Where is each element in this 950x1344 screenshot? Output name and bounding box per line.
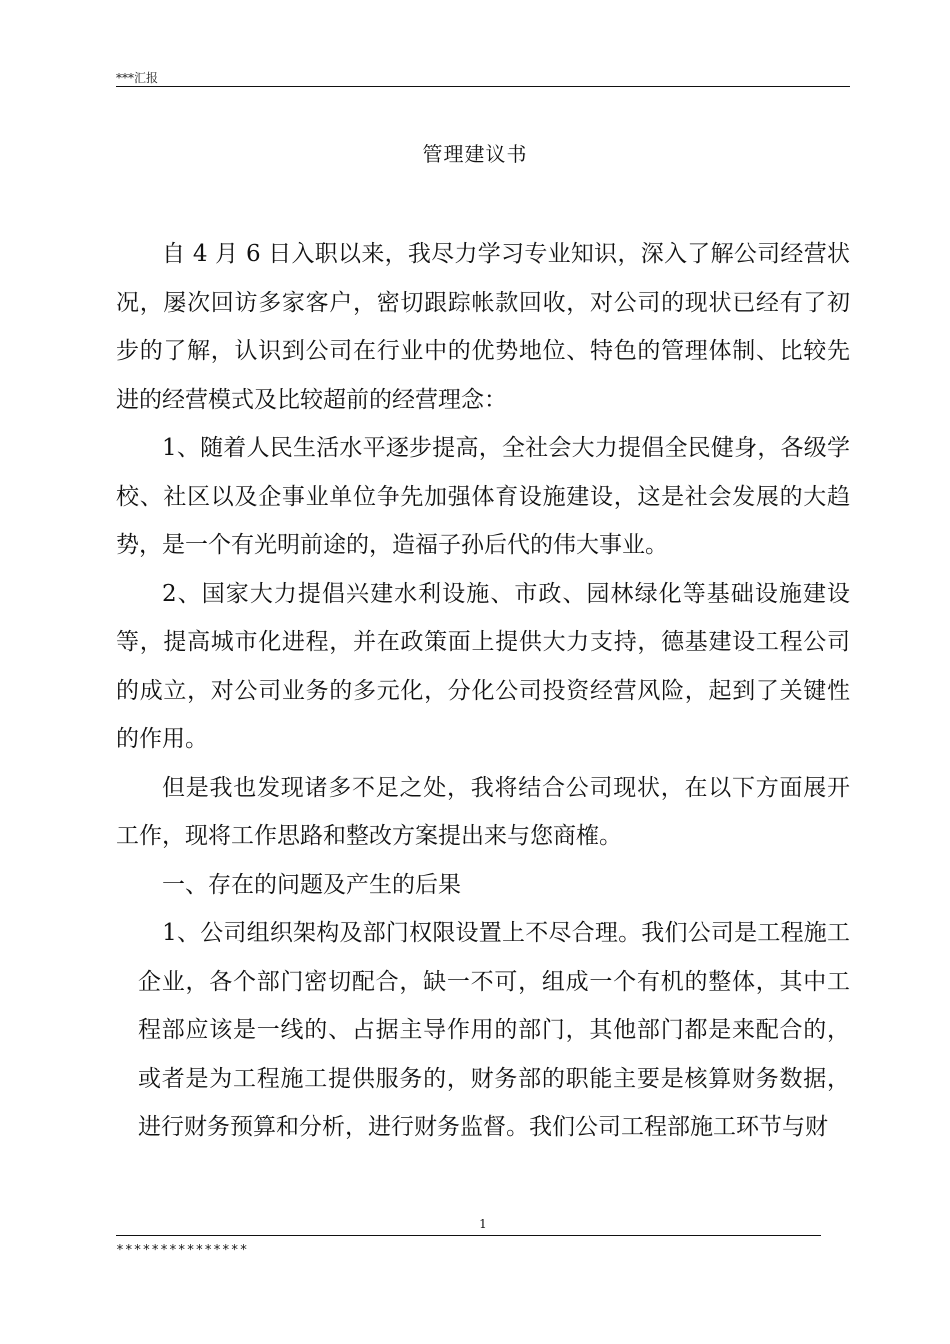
document-body [116,230,850,1152]
paragraph-intro: 自 4 月 6 日入职以来，我尽力学习专业知识，深入了解公司经营状况，屡次回访多家客户，密切跟踪帐款回收，对公司的现状已经有了初步的了解，认识到公司在行业中的优势地位、特色的管理体制、比较先进的经营模式及比较超前的经营理念： [116,241,850,413]
header-divider [116,86,850,87]
page-number: 1 [479,1217,487,1231]
paragraph-transition: 但是我也发现诸多不足之处，我将结合公司现状，在以下方面展开工作，现将工作思路和整改方案提出来与您商榷。 [116,774,850,849]
paragraph-point-2: 2、国家大力提倡兴建水利设施、市政、园林绿化等基础设施建设等，提高城市化进程，并在政策面上提供大力支持，德基建设工程公司的成立，对公司业务的多元化，分化公司投资经营风险，起到了关键性的作用。 [116,580,850,752]
document-title: 管理建议书 [422,142,528,166]
header-text: ***汇报 [116,71,159,85]
section-heading-problems: 一、存在的问题及产生的后果 [162,871,461,898]
paragraph-problem-1: 1、公司组织架构及部门权限设置上不尽合理。我们公司是工程施工企业，各个部门密切配合，缺一不可，组成一个有机的整体，其中工程部应该是一线的、占据主导作用的部门，其他部门都是来配合的，或者是为工程施工提供服务的，财务部的职能主要是核算财务数据，进行财务预算和分析，进行财务监督。我们公司工程部施工环节与财 [138,920,850,1140]
paragraph-point-1: 1、随着人民生活水平逐步提高，全社会大力提倡全民健身，各级学校、社区以及企事业单位争先加强体育设施建设，这是社会发展的大趋势，是一个有光明前途的，造福子孙后代的伟大事业。 [116,435,850,558]
footer-text: *************** [116,1243,249,1258]
footer-divider [116,1235,821,1236]
